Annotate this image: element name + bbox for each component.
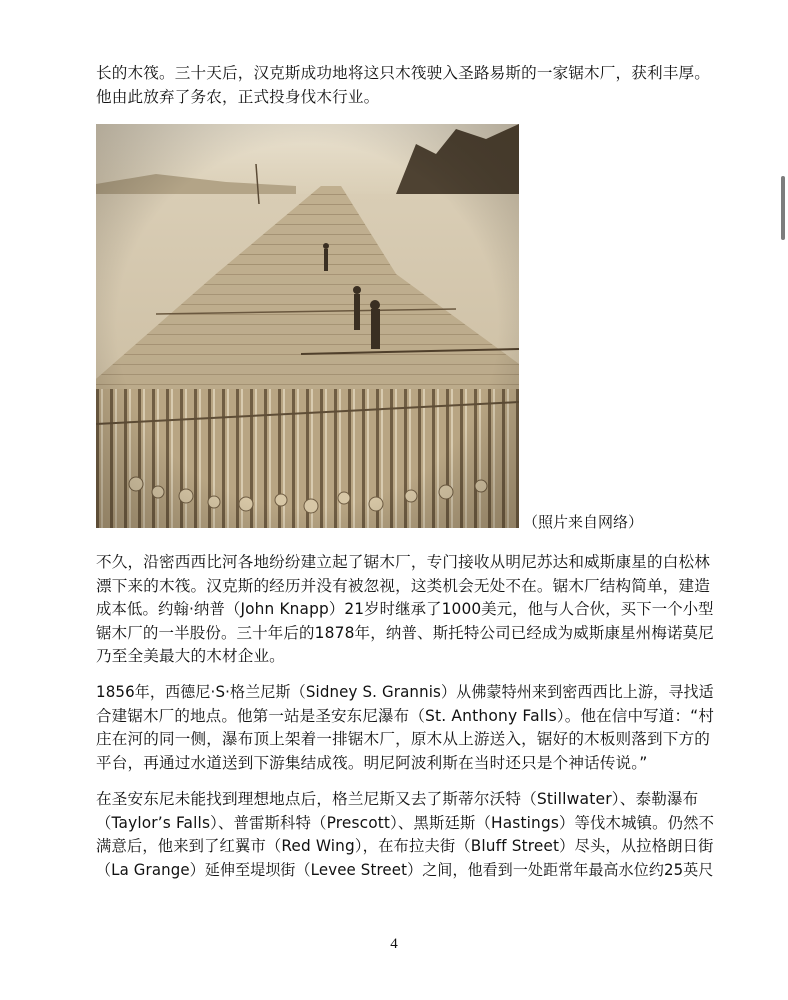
paragraph-line: 他由此放弃了务农，正式投身伐木行业。 [96,87,380,106]
paragraph-line: 不久，沿密西西比河各地纷纷建立起了锯木厂，专门接收从明尼苏达和威斯康星的白松林 [96,553,711,571]
paragraph-line: 在圣安东尼未能找到理想地点后，格兰尼斯又去了斯蒂尔沃特（Stillwater）、泰勒瀑布 [96,790,699,808]
paragraph-line: 合建锯木厂的地点。他第一站是圣安东尼瀑布（St. Anthony Falls）。他在信中写道：“村 [96,706,715,725]
log-raft-illustration [96,124,519,528]
paragraph-1 [96,62,714,109]
paragraph-line: 平台，再通过水道送到下游集结成筏。明尼阿波利斯在当时还只是个神话传说。” [96,753,648,772]
paragraph-line: 乃至全美最大的木材企业。 [96,647,285,665]
photo-caption: （照片来自网络） [523,513,644,531]
paragraph-line: 成本低。约翰·纳普（John Knapp）21岁时继承了1000美元，他与人合伙，买下一个小型 [96,600,714,618]
log-raft-photo [96,124,519,528]
paragraph-2 [96,551,714,669]
paragraph-line: （La Grange）延伸至堤坝街（Levee Street）之间，他看到一处距常年最高水位约25英尺 [96,860,714,879]
page-number: 4 [390,936,398,952]
paragraph-line: （Taylor’s Falls）、普雷斯科特（Prescott）、黑斯廷斯（Hastings）等伐木城镇。仍然不 [96,813,715,832]
paragraph-3 [96,681,714,775]
paragraph-line: 满意后，他来到了红翼市（Red Wing），在布拉夫街（Bluff Street）尽头，从拉格朗日街 [96,837,714,855]
paragraph-line: 漂下来的木筏。汉克斯的经历并没有被忽视，这类机会无处不在。锯木厂结构简单，建造 [96,576,711,595]
paragraph-line: 庄在河的同一侧，瀑布顶上架着一排锯木厂，原木从上游送入，锯好的木板则落到下方的 [96,730,711,748]
paragraph-line: 1856年，西德尼·S·格兰尼斯（Sidney S. Grannis）从佛蒙特州来到密西西比上游，寻找适 [96,683,714,701]
paragraph-4 [96,788,714,882]
paragraph-line: 锯木厂的一半股份。三十年后的1878年，纳普、斯托特公司已经成为威斯康星州梅诺莫尼 [96,623,714,642]
vertical-scrollbar-thumb[interactable] [781,176,785,240]
paragraph-line: 长的木筏。三十天后，汉克斯成功地将这只木筏驶入圣路易斯的一家锯木厂，获利丰厚。 [96,64,711,82]
